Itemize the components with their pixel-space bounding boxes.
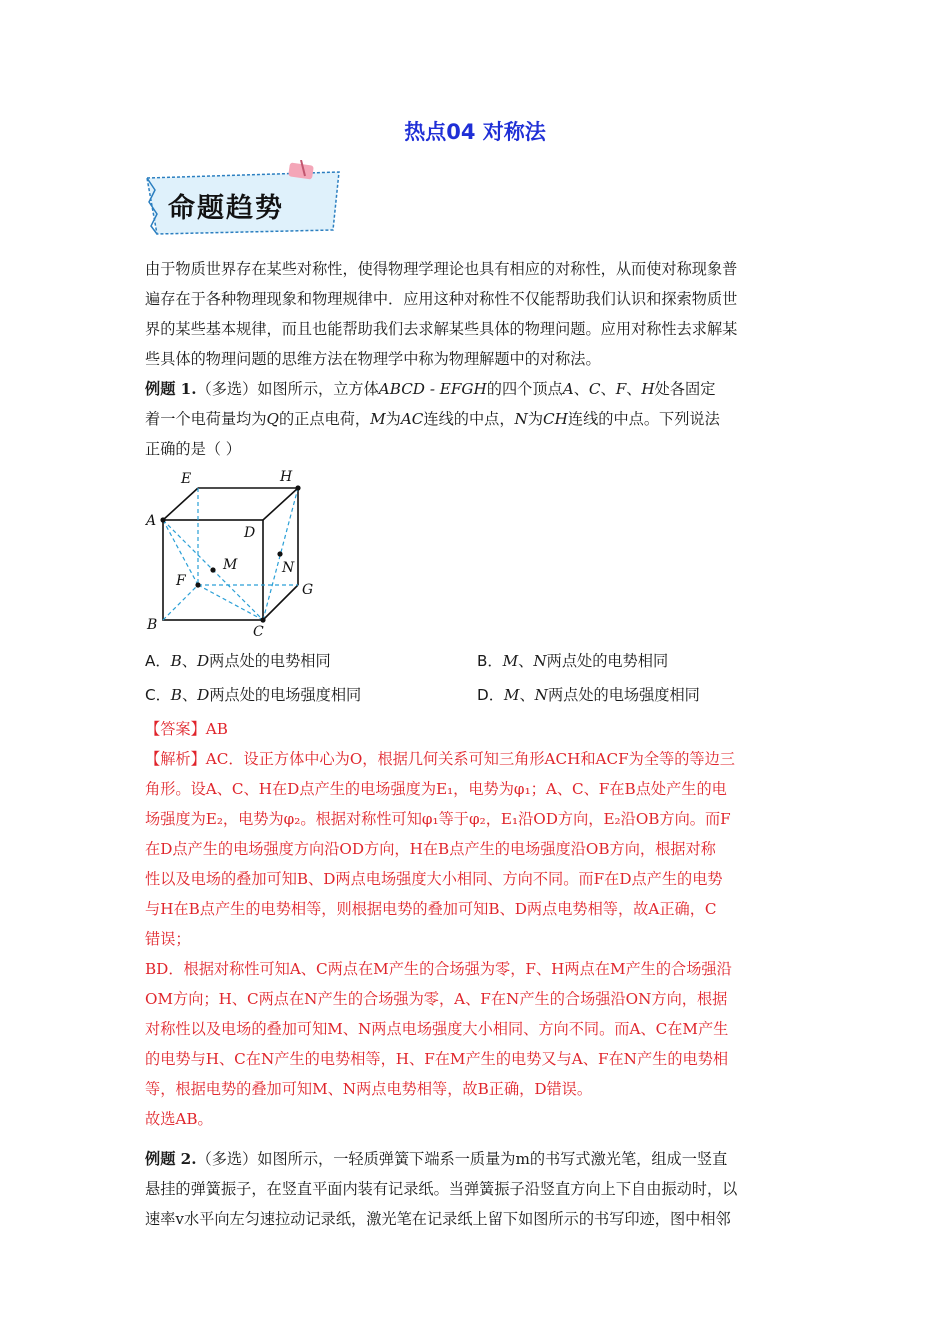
option-b: B．M、N两点处的电势相同 [477, 652, 669, 670]
label-A: A [146, 513, 157, 529]
label-H: H [280, 469, 293, 485]
label-B: B [147, 617, 158, 633]
label-M: M [223, 557, 238, 573]
label-E: E [181, 471, 192, 487]
cube-figure [143, 463, 323, 643]
analysis: 【解析】AC．设正方体中心为O，根据几何关系可知三角形ACH和ACF为全等的等边三 角形。设A、C、H在D点产生的电场强度为E₁，电势为φ₁；A、C、F在B点处产生的电 场强度为E₂，电势为φ₂。根据对称性可知φ₁等于φ₂，E₁沿OD方向，E₂沿OB方向。而F 在D点产生的电场强度方向沿OD方向，H在B点产生的电场强度沿OB方向，根据对称 性以及电场的叠加可知B、D两点电场强度大小相同、方向不同。而F在D点产生的电势 与H在B点产生的电势相等，则根据电势的叠加可知B、D两点电势相等，故A正确，C 错误； BD．根据对称性可知A、C两点在M产生的合场强为零，F、H两点在M产生的合场强沿 OM方向；H、C两点在N产生的合场强为零，A、F在N产生的合场强沿ON方向，根据 对称性以及电场的叠加可知M、N两点电场强度大小相同、方向不同。而A、C在M产生 的电势与H、C在N产生的电势相等，H、F在M产生的电势又与A、F在N产生的电势相 等，根据电势的叠加可知M、N两点电势相等，故B正确，D错误。 故选AB。 [145, 750, 735, 1128]
example2-label: 例题 2. [145, 1150, 197, 1168]
option-c: C．B、D两点处的电场强度相同 [145, 686, 362, 704]
label-C: C [253, 624, 264, 640]
label-N: N [282, 560, 295, 576]
label-G: G [302, 582, 314, 598]
example1-question: 例题 1.（多选）如图所示，立方体ABCD - EFGH的四个顶点A、C、F、H处各固定 着一个电荷量均为Q的正点电荷，M为AC连线的中点，N为CH连线的中点。下列说法 正确的是（ ） [145, 380, 720, 458]
label-F: F [176, 573, 186, 589]
answer: 【答案】AB [145, 720, 228, 738]
option-a: A．B、D两点处的电势相同 [145, 652, 331, 670]
option-d: D．M、N两点处的电场强度相同 [477, 686, 700, 704]
example1-label: 例题 1. [145, 380, 197, 398]
page-title: 热点04 对称法 [404, 120, 546, 144]
label-D: D [244, 525, 256, 541]
section-banner-label: 命题趋势 [168, 193, 284, 224]
intro-paragraph: 由于物质世界存在某些对称性，使得物理学理论也具有相应的对称性，从而使对称现象普 遍存在于各种物理现象和物理规律中．应用这种对称性不仅能帮助我们认识和探索物质世 界的某些基本规律，而且也能帮助我们去求解某些具体的物理问题。应用对称性去求解某 些具体的物理问题的思维方法在物理学中称为物理解题中的对称法。 [145, 260, 738, 368]
example2-question: 例题 2.（多选）如图所示，一轻质弹簧下端系一质量为m的书写式激光笔，组成一竖直 悬挂的弹簧振子，在竖直平面内装有记录纸。当弹簧振子沿竖直方向上下自由振动时，以 速率v水平向左匀速拉动记录纸，激光笔在记录纸上留下如图所示的书写印迹，图中相邻 [145, 1150, 738, 1228]
